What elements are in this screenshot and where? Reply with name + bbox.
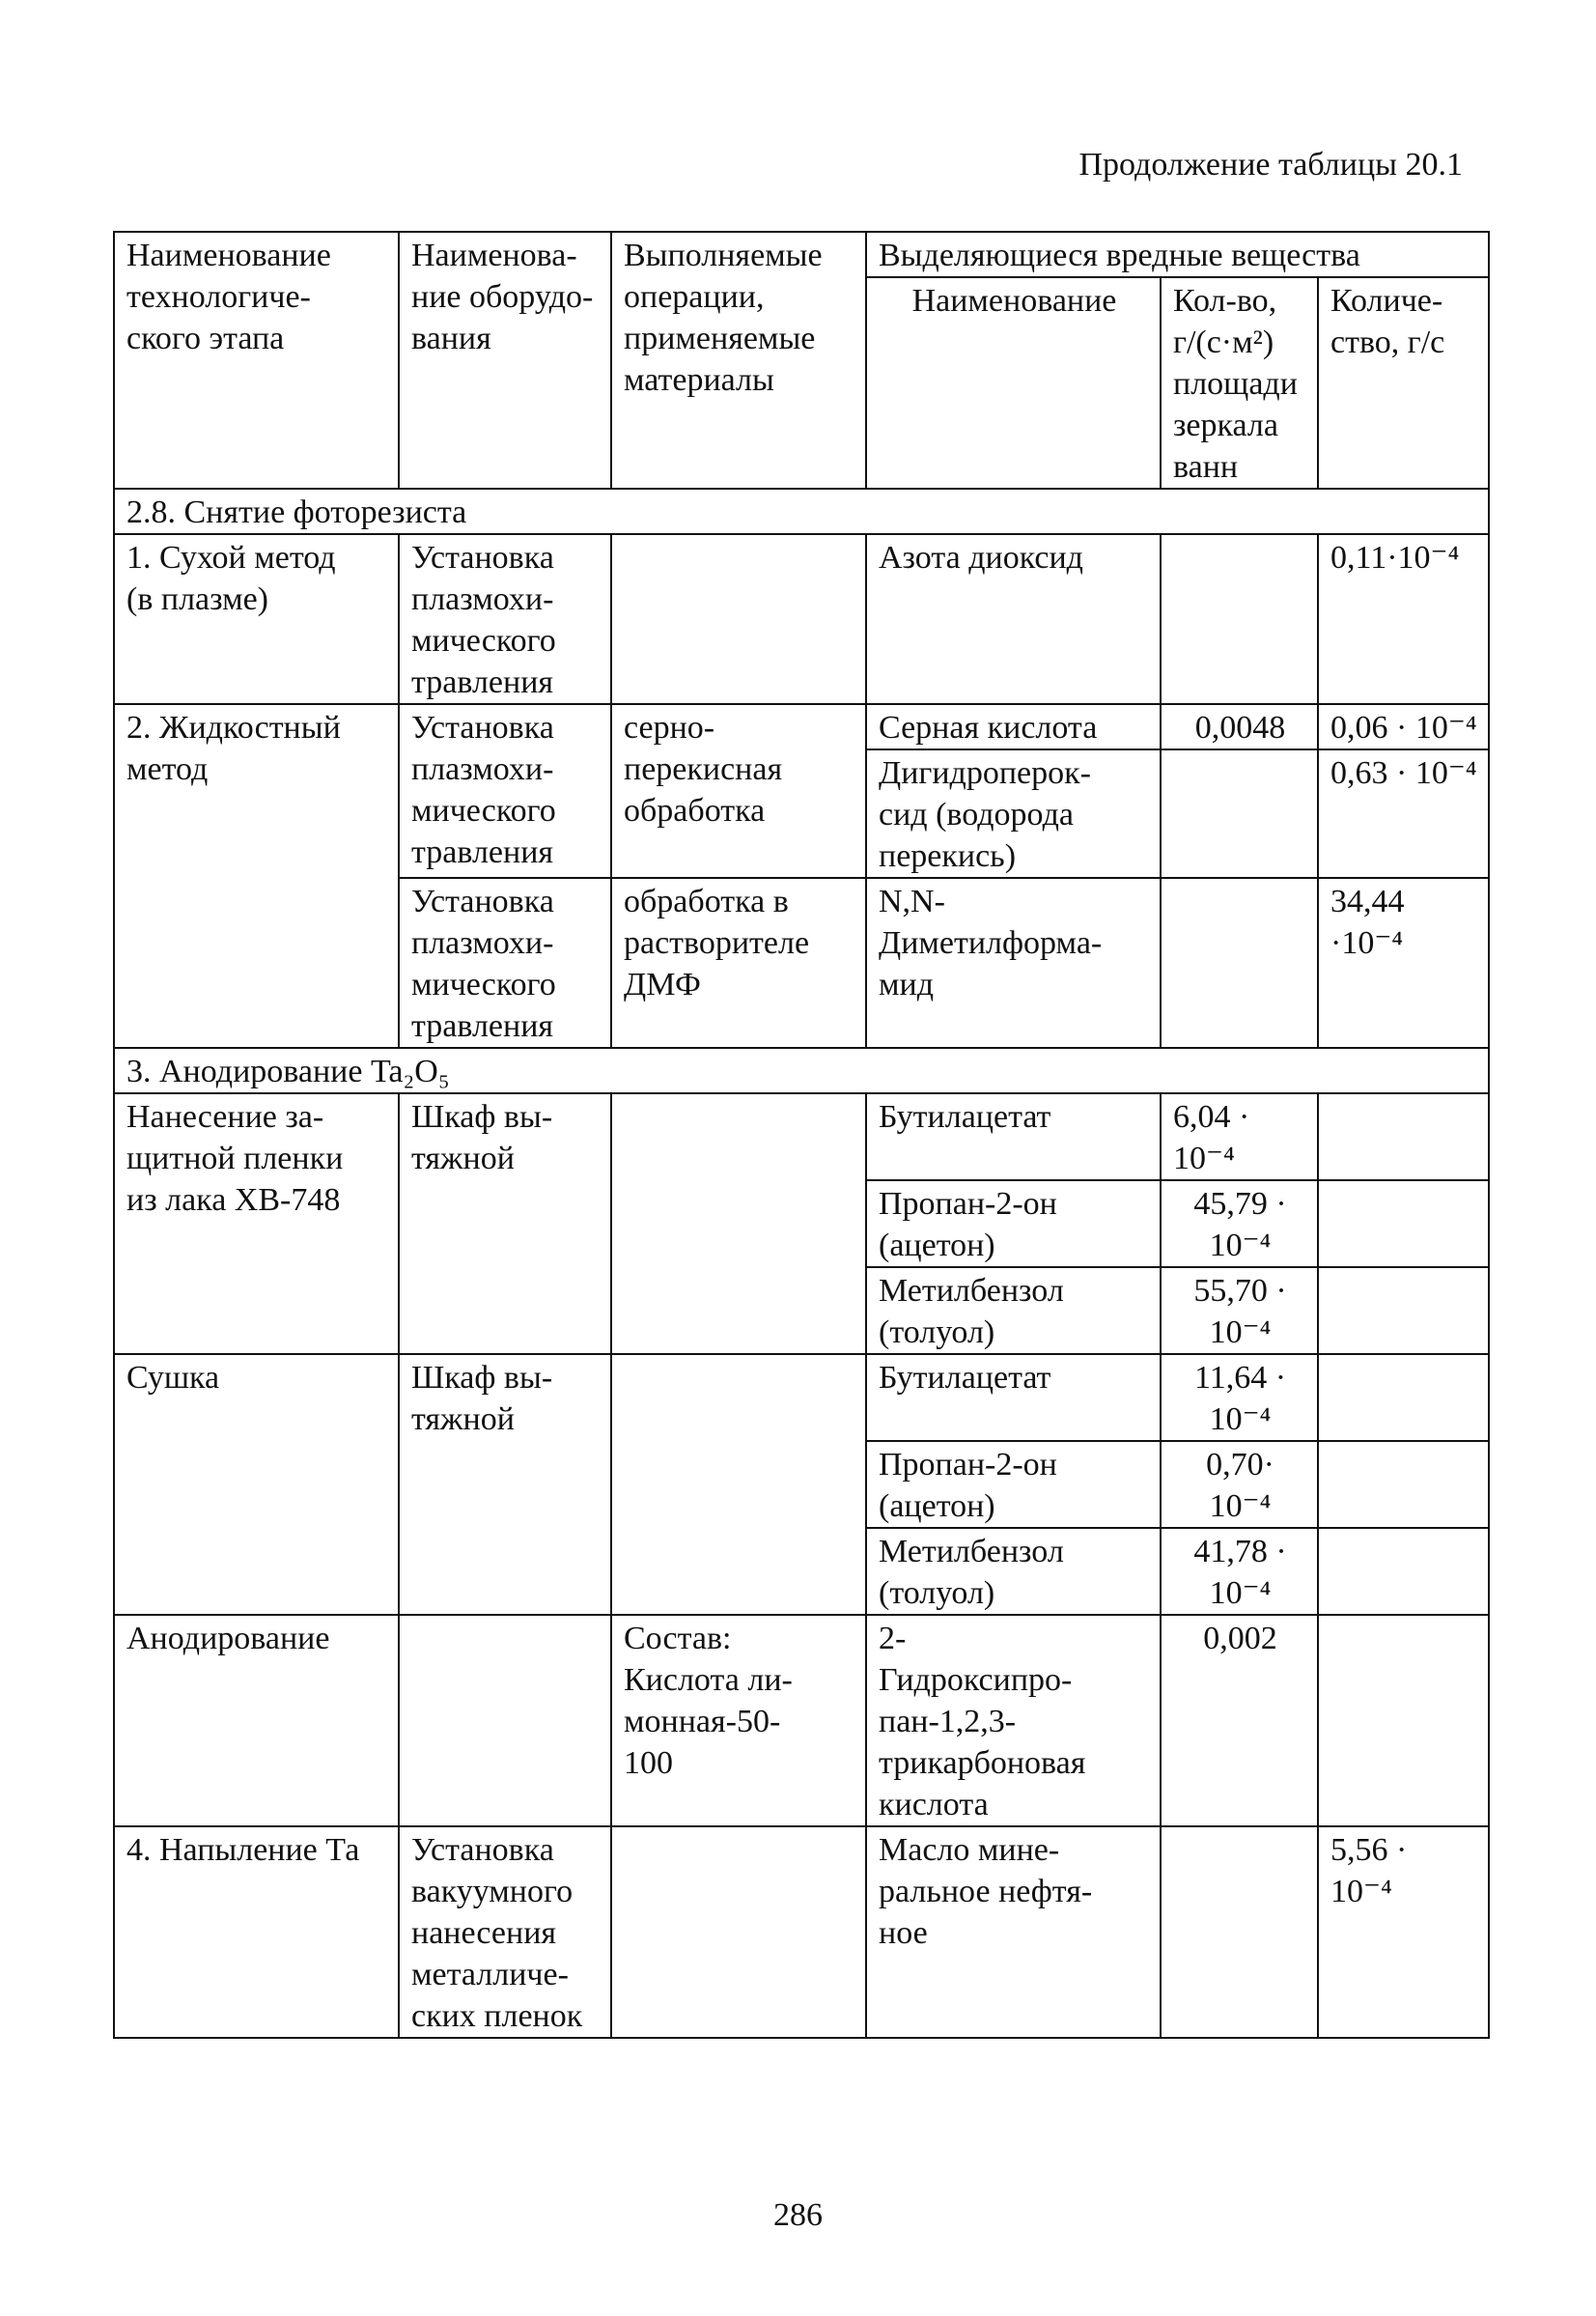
stage-cell: Анодирование: [114, 1615, 399, 1826]
substance-cell: Бутилацетат: [866, 1354, 1161, 1441]
specific-cell: [1161, 534, 1318, 704]
stage-cell: 2. Жидкостный метод: [114, 704, 399, 1048]
table-row: [114, 1826, 1489, 2038]
amount-cell: [1318, 1093, 1489, 1180]
page-number: 286: [773, 2197, 823, 2233]
stage-cell: Сушка: [114, 1354, 399, 1615]
operations-cell: [611, 1354, 866, 1615]
amount-cell: [1318, 1354, 1489, 1441]
equipment-cell: Установка вакуумного нанесения металличе- ских пленок: [399, 1826, 611, 2038]
specific-cell: 41,78 · 10⁻⁴: [1161, 1528, 1318, 1615]
amount-cell: 0,06 · 10⁻⁴: [1318, 704, 1489, 749]
substance-cell: Метилбензол (толуол): [866, 1528, 1161, 1615]
amount-cell: 0,63 · 10⁻⁴: [1318, 749, 1489, 878]
emissions-table: [113, 231, 1490, 2039]
specific-cell: 0,0048: [1161, 704, 1318, 749]
equipment-cell: Шкаф вы- тяжной: [399, 1354, 611, 1615]
header-stage: Наименование технологиче- ского этапа: [114, 232, 399, 489]
substance-cell: Пропан-2-он (ацетон): [866, 1180, 1161, 1267]
amount-cell: [1318, 1267, 1489, 1354]
amount-cell: [1318, 1180, 1489, 1267]
amount-cell: 34,44 ·10⁻⁴: [1318, 878, 1489, 1048]
specific-cell: 6,04 · 10⁻⁴: [1161, 1093, 1318, 1180]
specific-cell: 11,64 · 10⁻⁴: [1161, 1354, 1318, 1441]
substance-cell: Масло мине- ральное нефтя- ное: [866, 1826, 1161, 2038]
equipment-cell: Установка плазмохи- мического травления: [399, 704, 611, 878]
operations-cell: [611, 534, 866, 704]
amount-cell: 5,56 · 10⁻⁴: [1318, 1826, 1489, 2038]
section-title: 2.8. Снятие фоторезиста: [114, 489, 1489, 534]
section-title: 3. Анодирование Ta₂O₅: [114, 1048, 1489, 1093]
substance-cell: Азота диоксид: [866, 534, 1161, 704]
amount-cell: 0,11·10⁻⁴: [1318, 534, 1489, 704]
table-row: [114, 534, 1489, 704]
stage-cell: 4. Напыление Та: [114, 1826, 399, 2038]
substance-cell: Метилбензол (толуол): [866, 1267, 1161, 1354]
header-substance: Наименование: [866, 277, 1161, 489]
amount-cell: [1318, 1441, 1489, 1528]
substance-cell: Пропан-2-он (ацетон): [866, 1441, 1161, 1528]
specific-cell: [1161, 878, 1318, 1048]
substance-cell: 2- Гидроксипро- пан-1,2,3- трикарбоновая кислота: [866, 1615, 1161, 1826]
specific-cell: [1161, 749, 1318, 878]
amount-cell: [1318, 1615, 1489, 1826]
equipment-cell: Установка плазмохи- мического травления: [399, 878, 611, 1048]
operations-cell: обработка в растворителе ДМФ: [611, 878, 866, 1048]
operations-cell: Состав: Кислота ли- монная-50- 100: [611, 1615, 866, 1826]
specific-cell: [1161, 1826, 1318, 2038]
substance-cell: Дигидроперок- сид (водорода перекись): [866, 749, 1161, 878]
header-equipment: Наименова- ние оборудо- вания: [399, 232, 611, 489]
substance-cell: Бутилацетат: [866, 1093, 1161, 1180]
header-specific: Кол-во, г/(с·м²) площади зеркала ванн: [1161, 277, 1318, 489]
equipment-cell: [399, 1615, 611, 1826]
specific-cell: 45,79 · 10⁻⁴: [1161, 1180, 1318, 1267]
equipment-cell: Установка плазмохи- мического травления: [399, 534, 611, 704]
stage-cell: Нанесение за- щитной пленки из лака ХВ-748: [114, 1093, 399, 1354]
header-operations: Выполняемые операции, применяемые материалы: [611, 232, 866, 489]
substance-cell: Серная кислота: [866, 704, 1161, 749]
specific-cell: 55,70 · 10⁻⁴: [1161, 1267, 1318, 1354]
table-row: [114, 704, 1489, 749]
operations-cell: серно- перекисная обработка: [611, 704, 866, 878]
equipment-cell: Шкаф вы- тяжной: [399, 1093, 611, 1354]
table-row: [114, 1093, 1489, 1180]
amount-cell: [1318, 1528, 1489, 1615]
header-row: [114, 232, 1489, 277]
header-group: Выделяющиеся вредные вещества: [866, 232, 1489, 277]
header-amount: Количе- ство, г/с: [1318, 277, 1489, 489]
operations-cell: [611, 1826, 866, 2038]
table-row: [114, 1615, 1489, 1826]
stage-cell: 1. Сухой метод (в плазме): [114, 534, 399, 704]
table-row: [114, 1354, 1489, 1441]
operations-cell: [611, 1093, 866, 1354]
specific-cell: 0,70· 10⁻⁴: [1161, 1441, 1318, 1528]
table-caption: Продолжение таблицы 20.1: [1078, 147, 1463, 183]
specific-cell: 0,002: [1161, 1615, 1318, 1826]
substance-cell: N,N- Диметилформа- мид: [866, 878, 1161, 1048]
